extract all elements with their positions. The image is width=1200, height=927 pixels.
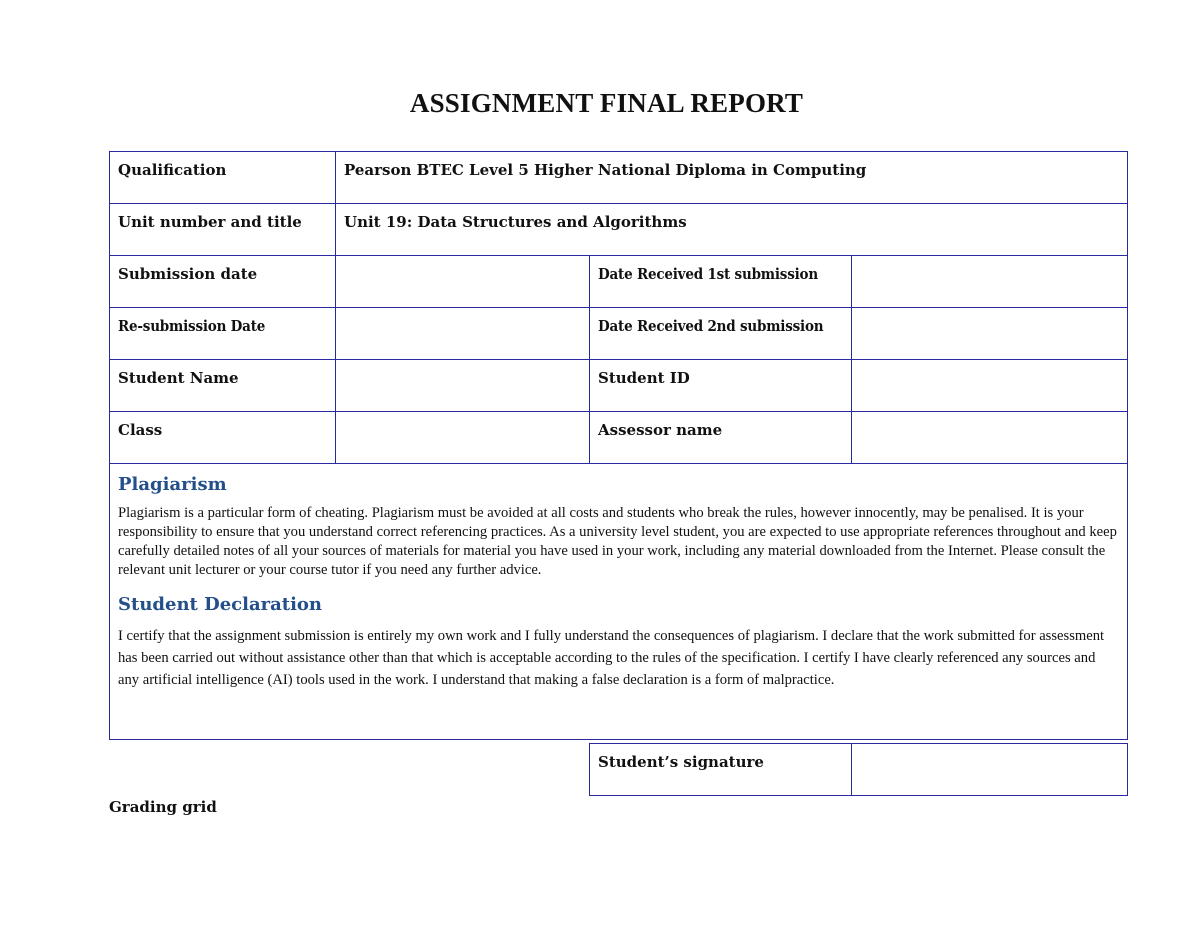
student-id-label: Student ID [590, 360, 852, 412]
student-name-field[interactable] [336, 360, 590, 412]
unit-label: Unit number and title [110, 204, 336, 256]
submission-date-label: Submission date [110, 256, 336, 308]
class-field[interactable] [336, 412, 590, 464]
qualification-value: Pearson BTEC Level 5 Higher National Diploma in Computing [336, 152, 1128, 204]
submission-row [110, 256, 1128, 308]
date-received-1st-field[interactable] [852, 256, 1128, 308]
grading-grid-heading: Grading grid [109, 798, 217, 816]
student-row [110, 360, 1128, 412]
resubmission-date-label: Re-submission Date [110, 308, 336, 360]
student-signature-field[interactable] [852, 744, 1128, 796]
date-received-2nd-field[interactable] [852, 308, 1128, 360]
report-info-table [109, 151, 1128, 740]
signature-row [590, 744, 1128, 796]
plagiarism-text: Plagiarism is a particular form of cheating. Plagiarism must be avoided at all costs and students who break the rules, however innocently, may be penalised. It is your responsibility to ensure that you understand correct referencing practices. As a university level student, you are expected to use appropriate references throughout and keep carefully detailed notes of all your sources of materials for material you have used in your work, including any material downloaded from the Internet. Please consult the relevant unit lecturer or your course tutor if you need any further advice. [118, 505, 1117, 578]
date-received-2nd-label: Date Received 2nd submission [590, 308, 852, 360]
assessor-name-label: Assessor name [590, 412, 852, 464]
signature-table [589, 743, 1128, 796]
resubmission-date-field[interactable] [336, 308, 590, 360]
assessor-name-field[interactable] [852, 412, 1128, 464]
student-name-label: Student Name [110, 360, 336, 412]
submission-date-field[interactable] [336, 256, 590, 308]
plagiarism-declaration-row [110, 464, 1128, 740]
qualification-row [110, 152, 1128, 204]
student-id-field[interactable] [852, 360, 1128, 412]
plagiarism-heading: Plagiarism [118, 474, 227, 495]
resubmission-row [110, 308, 1128, 360]
plagiarism-declaration-cell [110, 464, 1128, 740]
unit-value: Unit 19: Data Structures and Algorithms [336, 204, 1128, 256]
student-declaration-text: I certify that the assignment submission is entirely my own work and I fully understand the consequences of plagiarism. I declare that the work submitted for assessment has been carried out without assistance other than that which is acceptable according to the rules of the specification. I certify I have clearly referenced any sources and any artificial intelligence (AI) tools used in the work. I understand that making a false declaration is a form of malpractice. [118, 628, 1105, 688]
student-declaration-heading: Student Declaration [118, 594, 323, 615]
class-label: Class [110, 412, 336, 464]
page-title: ASSIGNMENT FINAL REPORT [409, 88, 804, 118]
student-signature-label: Student’s signature [590, 744, 852, 796]
date-received-1st-label: Date Received 1st submission [590, 256, 852, 308]
qualification-label: Qualification [110, 152, 336, 204]
class-row [110, 412, 1128, 464]
unit-row [110, 204, 1128, 256]
